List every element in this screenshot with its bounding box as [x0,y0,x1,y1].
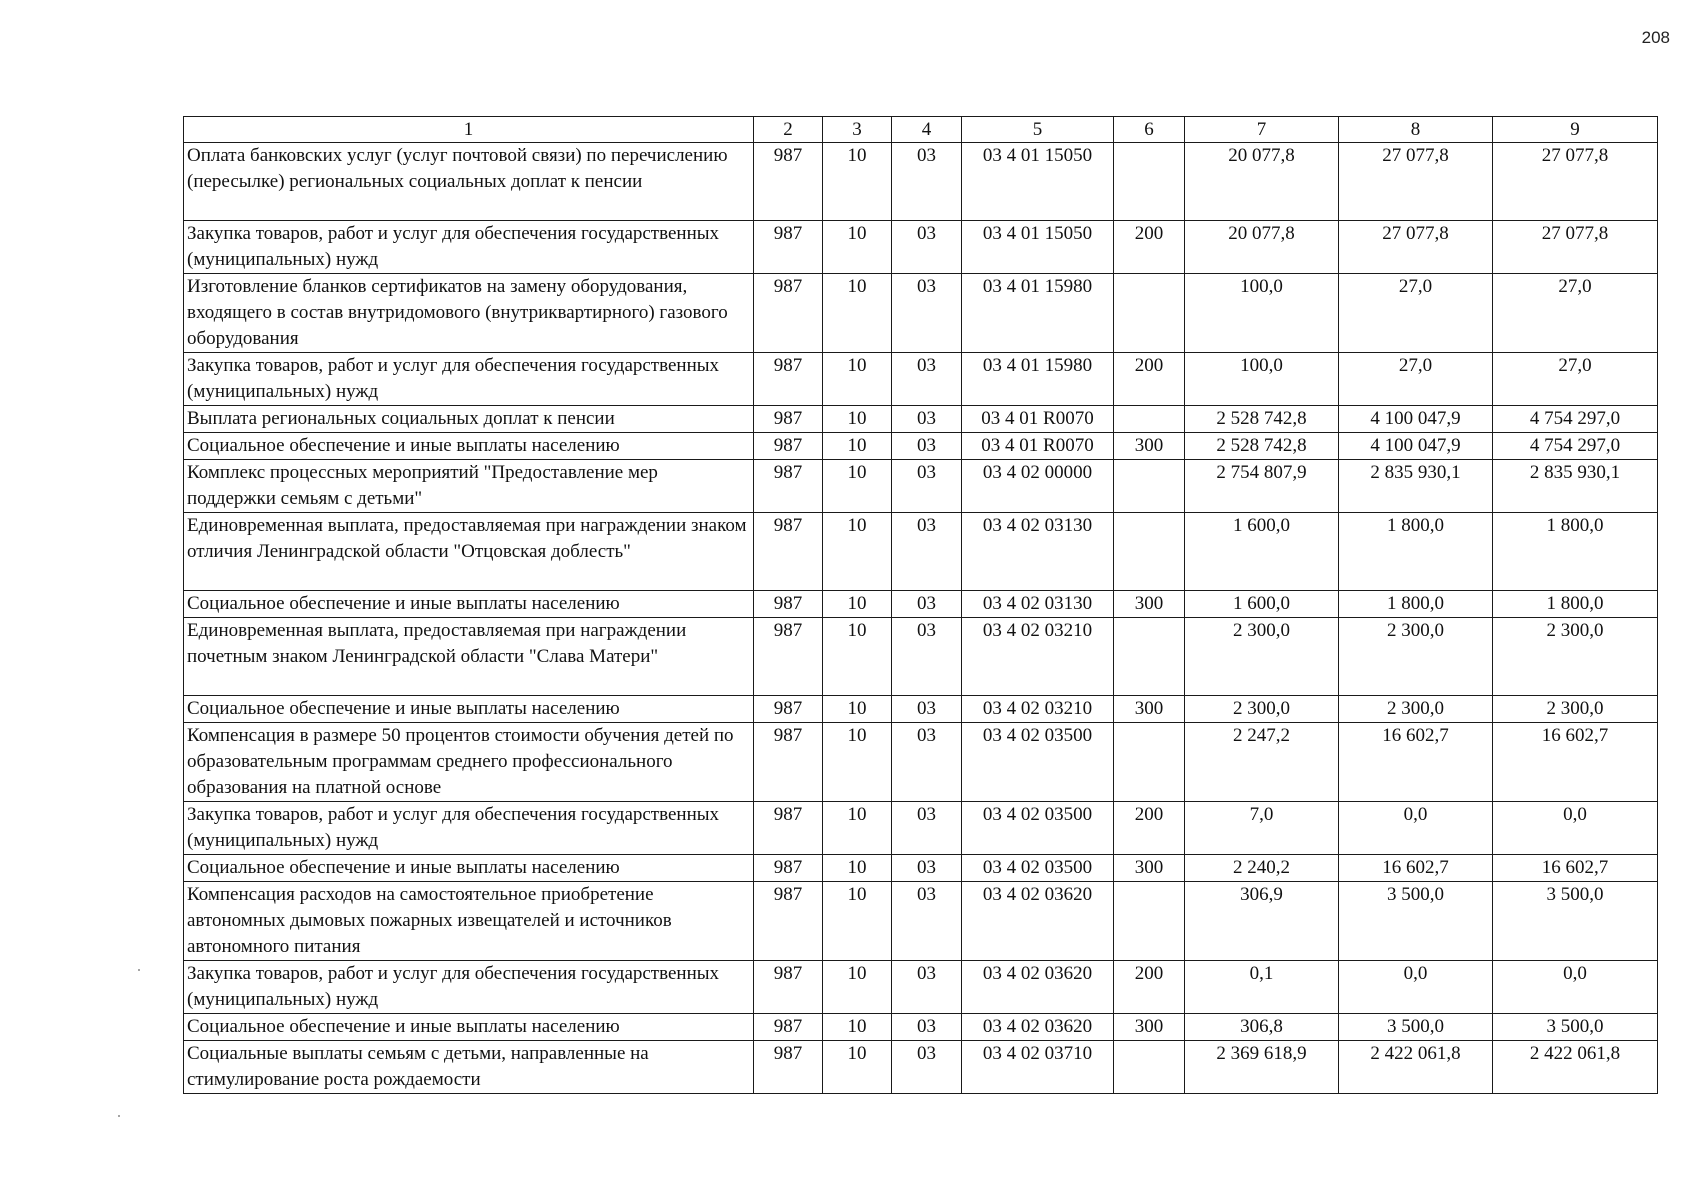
table-cell-amount-year-2: 1 800,0 [1339,591,1493,618]
header-cell: 6 [1114,117,1185,143]
table-cell-section: 10 [823,618,892,696]
table-cell-section: 10 [823,406,892,433]
table-cell-section: 10 [823,513,892,591]
table-cell-amount-year-1: 306,8 [1185,1014,1339,1041]
table-cell-expense-type [1114,460,1185,513]
table-cell-admin: 987 [754,274,823,353]
table-row [184,143,1658,221]
table-cell-name: Выплата региональных социальных доплат к пенсии [184,406,754,433]
table-row [184,618,1658,696]
table-cell-amount-year-1: 1 600,0 [1185,591,1339,618]
table-cell-subsection: 03 [892,143,962,221]
table-cell-subsection: 03 [892,723,962,802]
table-row [184,353,1658,406]
table-cell-amount-year-3: 4 754 297,0 [1493,433,1658,460]
table-cell-expense-type: 300 [1114,855,1185,882]
table-cell-amount-year-1: 100,0 [1185,353,1339,406]
table-row [184,1041,1658,1094]
table-cell-name: Закупка товаров, работ и услуг для обеспечения государственных (муниципальных) нужд [184,221,754,274]
table-cell-amount-year-2: 4 100 047,9 [1339,433,1493,460]
table-row [184,723,1658,802]
table-cell-admin: 987 [754,723,823,802]
table-cell-amount-year-2: 2 422 061,8 [1339,1041,1493,1094]
header-cell: 4 [892,117,962,143]
table-cell-amount-year-1: 20 077,8 [1185,221,1339,274]
table-cell-target-article: 03 4 01 15050 [962,143,1114,221]
table-cell-amount-year-3: 0,0 [1493,802,1658,855]
table-cell-amount-year-3: 16 602,7 [1493,723,1658,802]
table-row [184,460,1658,513]
table-cell-amount-year-3: 2 835 930,1 [1493,460,1658,513]
table-cell-amount-year-2: 3 500,0 [1339,882,1493,961]
table-cell-amount-year-2: 27,0 [1339,274,1493,353]
table-cell-amount-year-2: 27 077,8 [1339,221,1493,274]
table-cell-subsection: 03 [892,460,962,513]
table-cell-amount-year-1: 1 600,0 [1185,513,1339,591]
table-cell-amount-year-3: 27,0 [1493,353,1658,406]
table-row [184,1014,1658,1041]
table-cell-name: Закупка товаров, работ и услуг для обеспечения государственных (муниципальных) нужд [184,353,754,406]
table-cell-name: Социальное обеспечение и иные выплаты населению [184,1014,754,1041]
table-cell-amount-year-2: 0,0 [1339,802,1493,855]
table-cell-subsection: 03 [892,221,962,274]
table-cell-subsection: 03 [892,618,962,696]
table-cell-section: 10 [823,460,892,513]
table-cell-name: Оплата банковских услуг (услуг почтовой связи) по перечислению (пересылке) региональных социальных доплат к пенсии [184,143,754,221]
table-cell-subsection: 03 [892,802,962,855]
table-cell-target-article: 03 4 02 03620 [962,1014,1114,1041]
table-cell-amount-year-3: 27,0 [1493,274,1658,353]
table-cell-expense-type: 200 [1114,353,1185,406]
table-cell-amount-year-2: 27,0 [1339,353,1493,406]
table-cell-expense-type [1114,618,1185,696]
table-cell-admin: 987 [754,460,823,513]
scan-speck [118,1115,120,1117]
table-cell-amount-year-1: 100,0 [1185,274,1339,353]
table-cell-amount-year-1: 2 247,2 [1185,723,1339,802]
table-cell-section: 10 [823,961,892,1014]
table-cell-expense-type: 300 [1114,591,1185,618]
table-row [184,696,1658,723]
table-cell-target-article: 03 4 02 03130 [962,513,1114,591]
table-cell-expense-type [1114,882,1185,961]
table-cell-admin: 987 [754,1041,823,1094]
table-cell-expense-type [1114,143,1185,221]
page-number: 208 [1641,28,1670,47]
table-cell-amount-year-3: 2 300,0 [1493,618,1658,696]
table-cell-amount-year-2: 3 500,0 [1339,1014,1493,1041]
table-cell-name: Социальное обеспечение и иные выплаты населению [184,855,754,882]
table-cell-section: 10 [823,353,892,406]
table-cell-amount-year-2: 2 300,0 [1339,696,1493,723]
table-cell-amount-year-1: 2 754 807,9 [1185,460,1339,513]
table-cell-name: Закупка товаров, работ и услуг для обеспечения государственных (муниципальных) нужд [184,961,754,1014]
table-cell-admin: 987 [754,433,823,460]
table-cell-name: Компенсация расходов на самостоятельное приобретение автономных дымовых пожарных извещателей и источников автономного питания [184,882,754,961]
table-cell-section: 10 [823,274,892,353]
table-cell-amount-year-2: 1 800,0 [1339,513,1493,591]
table-row [184,591,1658,618]
table-cell-subsection: 03 [892,855,962,882]
table-cell-admin: 987 [754,882,823,961]
table-row [184,433,1658,460]
table-cell-section: 10 [823,882,892,961]
table-cell-amount-year-2: 27 077,8 [1339,143,1493,221]
table-cell-subsection: 03 [892,961,962,1014]
table-cell-amount-year-2: 4 100 047,9 [1339,406,1493,433]
table-cell-amount-year-1: 2 528 742,8 [1185,433,1339,460]
table-header-row [184,117,1658,143]
table-cell-section: 10 [823,802,892,855]
table-cell-target-article: 03 4 01 R0070 [962,433,1114,460]
table-cell-target-article: 03 4 02 00000 [962,460,1114,513]
table-cell-section: 10 [823,1014,892,1041]
table-cell-section: 10 [823,1041,892,1094]
table-row [184,882,1658,961]
table-cell-section: 10 [823,855,892,882]
table-cell-amount-year-3: 27 077,8 [1493,221,1658,274]
table-cell-admin: 987 [754,618,823,696]
table-cell-section: 10 [823,723,892,802]
table-cell-admin: 987 [754,221,823,274]
table-cell-amount-year-3: 2 422 061,8 [1493,1041,1658,1094]
table-cell-admin: 987 [754,353,823,406]
table-cell-target-article: 03 4 02 03710 [962,1041,1114,1094]
table-cell-amount-year-3: 16 602,7 [1493,855,1658,882]
header-cell: 7 [1185,117,1339,143]
table-cell-target-article: 03 4 02 03210 [962,696,1114,723]
table-cell-name: Социальное обеспечение и иные выплаты населению [184,591,754,618]
table-cell-admin: 987 [754,143,823,221]
table-cell-target-article: 03 4 01 R0070 [962,406,1114,433]
table-cell-amount-year-1: 2 300,0 [1185,696,1339,723]
table-cell-subsection: 03 [892,882,962,961]
table-cell-amount-year-2: 2 835 930,1 [1339,460,1493,513]
table-cell-admin: 987 [754,855,823,882]
table-cell-target-article: 03 4 02 03500 [962,855,1114,882]
header-cell: 8 [1339,117,1493,143]
table-cell-name: Комплекс процессных мероприятий "Предоставление мер поддержки семьям с детьми" [184,460,754,513]
table-cell-name: Социальное обеспечение и иные выплаты населению [184,433,754,460]
table-cell-amount-year-1: 2 300,0 [1185,618,1339,696]
table-cell-amount-year-1: 20 077,8 [1185,143,1339,221]
table-cell-expense-type: 300 [1114,1014,1185,1041]
table-cell-section: 10 [823,221,892,274]
table-cell-amount-year-3: 27 077,8 [1493,143,1658,221]
table-cell-admin: 987 [754,406,823,433]
table-cell-section: 10 [823,433,892,460]
table-cell-subsection: 03 [892,1041,962,1094]
table-cell-expense-type: 200 [1114,802,1185,855]
table-cell-amount-year-1: 2 240,2 [1185,855,1339,882]
table-cell-target-article: 03 4 02 03130 [962,591,1114,618]
table-cell-target-article: 03 4 02 03500 [962,723,1114,802]
table-cell-expense-type [1114,274,1185,353]
table-cell-amount-year-3: 3 500,0 [1493,1014,1658,1041]
table-cell-expense-type: 300 [1114,433,1185,460]
table-cell-name: Закупка товаров, работ и услуг для обеспечения государственных (муниципальных) нужд [184,802,754,855]
table-cell-subsection: 03 [892,433,962,460]
table-cell-subsection: 03 [892,406,962,433]
table-cell-name: Единовременная выплата, предоставляемая при награждении знаком отличия Ленинградской области "Отцовская доблесть" [184,513,754,591]
table-cell-target-article: 03 4 01 15980 [962,274,1114,353]
header-cell: 2 [754,117,823,143]
table-cell-amount-year-1: 7,0 [1185,802,1339,855]
table-cell-amount-year-1: 0,1 [1185,961,1339,1014]
table-cell-admin: 987 [754,1014,823,1041]
table-cell-subsection: 03 [892,353,962,406]
table-cell-admin: 987 [754,513,823,591]
table-cell-target-article: 03 4 01 15050 [962,221,1114,274]
table-cell-expense-type: 200 [1114,221,1185,274]
table-cell-expense-type: 200 [1114,961,1185,1014]
table-row [184,274,1658,353]
table-cell-amount-year-3: 1 800,0 [1493,591,1658,618]
table-cell-amount-year-2: 16 602,7 [1339,723,1493,802]
header-cell: 5 [962,117,1114,143]
header-cell: 9 [1493,117,1658,143]
table-cell-expense-type [1114,406,1185,433]
table-cell-admin: 987 [754,961,823,1014]
table-cell-target-article: 03 4 02 03620 [962,882,1114,961]
table-cell-section: 10 [823,143,892,221]
table-row [184,802,1658,855]
table-row [184,961,1658,1014]
table-cell-admin: 987 [754,591,823,618]
table-cell-name: Единовременная выплата, предоставляемая при награждении почетным знаком Ленинградской области "Слава Матери" [184,618,754,696]
table-cell-target-article: 03 4 01 15980 [962,353,1114,406]
table-cell-amount-year-3: 3 500,0 [1493,882,1658,961]
table-cell-admin: 987 [754,696,823,723]
table-cell-name: Компенсация в размере 50 процентов стоимости обучения детей по образовательным программам среднего профессионального образования на платной основе [184,723,754,802]
table-cell-subsection: 03 [892,696,962,723]
table-cell-amount-year-3: 4 754 297,0 [1493,406,1658,433]
table-cell-amount-year-3: 1 800,0 [1493,513,1658,591]
header-cell: 3 [823,117,892,143]
scan-speck [138,969,140,971]
table-cell-subsection: 03 [892,1014,962,1041]
table-cell-name: Социальные выплаты семьям с детьми, направленные на стимулирование роста рождаемости [184,1041,754,1094]
table-cell-amount-year-1: 2 528 742,8 [1185,406,1339,433]
table-cell-expense-type [1114,1041,1185,1094]
table-cell-amount-year-2: 2 300,0 [1339,618,1493,696]
table-row [184,513,1658,591]
table-cell-subsection: 03 [892,274,962,353]
table-cell-amount-year-2: 0,0 [1339,961,1493,1014]
table-cell-amount-year-2: 16 602,7 [1339,855,1493,882]
table-cell-expense-type: 300 [1114,696,1185,723]
table-cell-section: 10 [823,696,892,723]
table-cell-admin: 987 [754,802,823,855]
table-cell-expense-type [1114,513,1185,591]
table-cell-target-article: 03 4 02 03500 [962,802,1114,855]
table-cell-amount-year-1: 2 369 618,9 [1185,1041,1339,1094]
header-cell: 1 [184,117,754,143]
table-row [184,406,1658,433]
table-cell-expense-type [1114,723,1185,802]
table-cell-name: Социальное обеспечение и иные выплаты населению [184,696,754,723]
table-row [184,855,1658,882]
table-cell-amount-year-3: 2 300,0 [1493,696,1658,723]
table-row [184,221,1658,274]
budget-table [183,116,1658,1094]
table-cell-subsection: 03 [892,591,962,618]
table-cell-target-article: 03 4 02 03620 [962,961,1114,1014]
table-cell-section: 10 [823,591,892,618]
table-cell-name: Изготовление бланков сертификатов на замену оборудования, входящего в состав внутридомового (внутриквартирного) газового оборудования [184,274,754,353]
table-cell-amount-year-3: 0,0 [1493,961,1658,1014]
table-cell-amount-year-1: 306,9 [1185,882,1339,961]
table-cell-subsection: 03 [892,513,962,591]
table-cell-target-article: 03 4 02 03210 [962,618,1114,696]
